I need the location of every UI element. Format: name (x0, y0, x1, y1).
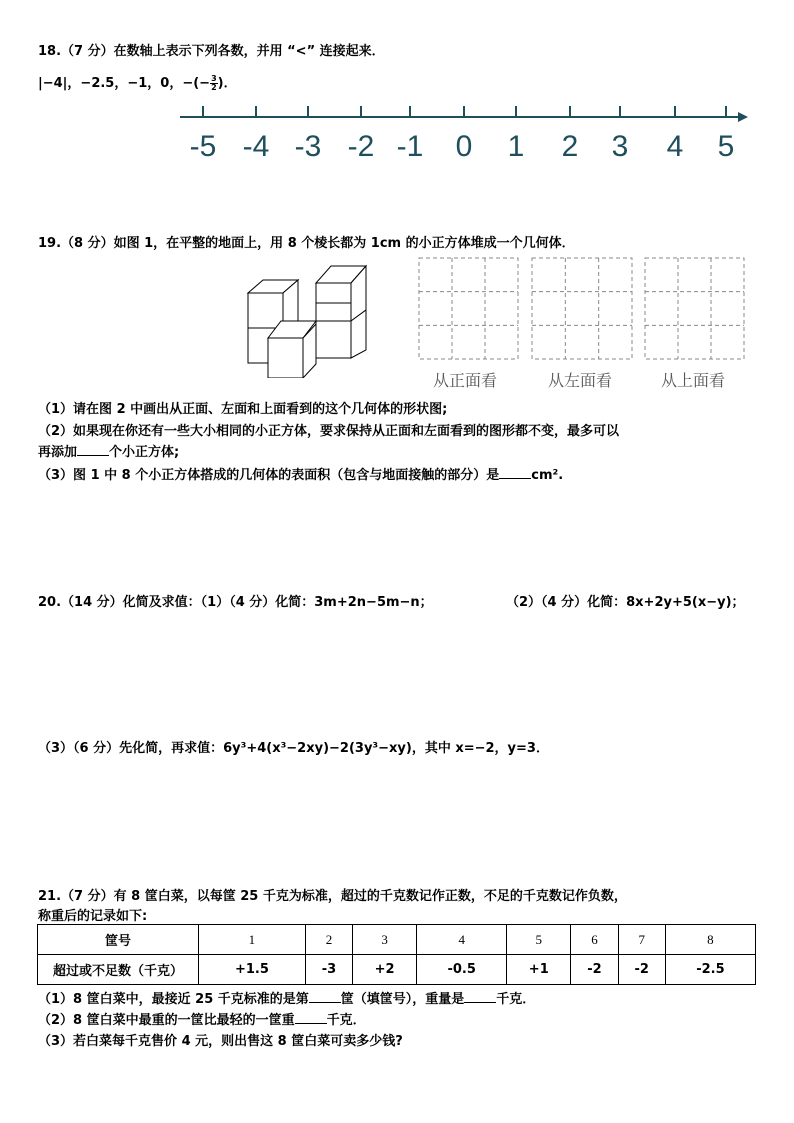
axis-tick-label: 1 (507, 130, 525, 163)
q19-part3: （3）图 1 中 8 个小正方体搭成的几何体的表面积（包含与地面接触的部分）是 cm². (38, 468, 564, 483)
table-row (38, 955, 756, 985)
q19-part2a: （2）如果现在你还有一些大小相同的小正方体，要求保持从正面和左面看到的图形都不变，最多可以 (38, 424, 620, 439)
view-grids (0, 0, 794, 400)
q21-part3: （3）若白菜每千克售价 4 元，则出售这 8 筐白菜可卖多少钱? (38, 1034, 403, 1049)
q19-part2b: 再添加 个小正方体; (38, 445, 180, 460)
axis-tick-label: -5 (189, 130, 217, 163)
caption-top-view: 从上面看 (661, 371, 726, 390)
table-cell: 4 (417, 925, 507, 955)
table-cell: -2 (618, 955, 665, 985)
axis-tick-label: 2 (561, 130, 579, 163)
table-cell: 3 (353, 925, 417, 955)
table-cell: +1.5 (199, 955, 306, 985)
view-grid (532, 258, 632, 359)
axis-tick-label: 0 (455, 130, 473, 163)
q18-title: 18.（7 分）在数轴上表示下列各数，并用 “<” 连接起来． (38, 44, 385, 59)
table-cell: -2 (571, 955, 618, 985)
q19-title: 19.（8 分）如图 1，在平整的地面上，用 8 个棱长都为 1cm 的小正方体堆成一个几何体． (38, 236, 575, 251)
table-cell: +2 (353, 955, 417, 985)
axis-tick-label: -4 (242, 130, 270, 163)
table-cell: 1 (199, 925, 306, 955)
table-cell: 7 (618, 925, 665, 955)
view-grid (419, 258, 518, 359)
table-cell: 5 (507, 925, 571, 955)
q21-title: 21.（7 分）有 8 筐白菜，以每筐 25 千克为标准，超过的千克数记作正数，不足的千克数记作负数， (38, 889, 627, 904)
table-cell: -0.5 (417, 955, 507, 985)
axis-tick-label: -3 (294, 130, 322, 163)
q20-part2: （2）（4 分）化简：8x+2y+5(x−y)； (506, 595, 745, 610)
axis-tick-label: 4 (666, 130, 684, 163)
header-label: 筐号 (38, 925, 199, 955)
q19-part1: （1）请在图 2 中画出从正面、左面和上面看到的这个几何体的形状图; (38, 402, 448, 417)
axis-tick-label: -1 (396, 130, 424, 163)
table-cell: -2.5 (665, 955, 755, 985)
record-table (37, 924, 756, 985)
axis-tick-label: 5 (717, 130, 735, 163)
q21-title2: 称重后的记录如下: (38, 909, 148, 924)
answer-blank (499, 466, 531, 479)
answer-blank (309, 990, 341, 1003)
axis-tick-label: 3 (611, 130, 629, 163)
table-cell: 8 (665, 925, 755, 955)
answer-blank (77, 443, 109, 456)
view-grid (645, 258, 744, 359)
answer-blank (295, 1011, 327, 1024)
q20-part3: （3）（6 分）先化简，再求值：6y³+4(x³−2xy)−2(3y³−xy)，其中 x=−2，y=3． (38, 741, 549, 756)
caption-front-view: 从正面看 (433, 371, 498, 390)
table-cell: 2 (305, 925, 352, 955)
table-cell: 6 (571, 925, 618, 955)
row-label: 超过或不足数（千克） (38, 955, 199, 985)
q18-numbers: |−4|，−2.5，−1，0，−(− $\frac{3}{2}$ )． (38, 74, 237, 92)
q18-fraction: $\frac{3}{2}$ (211, 74, 217, 92)
answer-blank (464, 990, 496, 1003)
table-cell: +1 (507, 955, 571, 985)
table-row (38, 925, 756, 955)
q21-part2: （2）8 筐白菜中最重的一筐比最轻的一筐重 千克． (38, 1013, 366, 1028)
q20-part1: 20.（14 分）化简及求值：（1）（4 分）化简：3m+2n−5m−n； (38, 595, 433, 610)
caption-left-view: 从左面看 (548, 371, 613, 390)
axis-tick-label: -2 (347, 130, 375, 163)
q21-part1: （1）8 筐白菜中，最接近 25 千克标准的是第 筐（填筐号），重量是 千克． (38, 992, 536, 1007)
table-cell: -3 (305, 955, 352, 985)
